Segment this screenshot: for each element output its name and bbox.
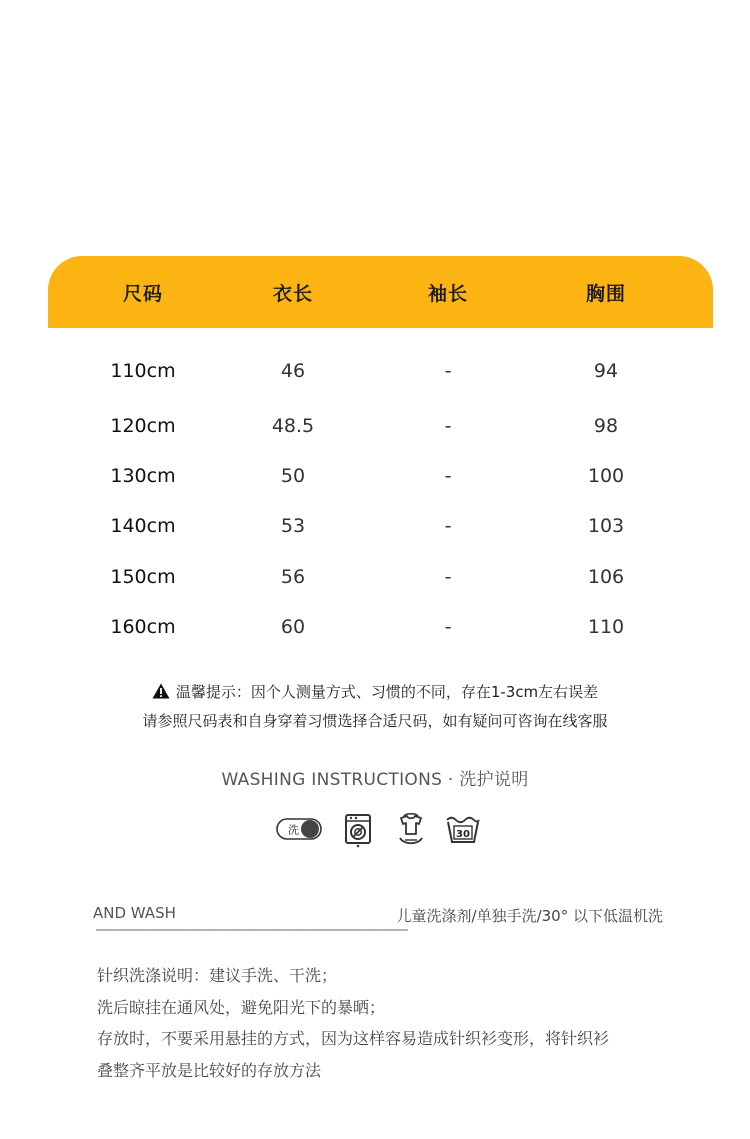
cell-size: 150cm xyxy=(110,566,176,588)
table-row xyxy=(48,465,713,495)
note-line: 针织洗涤说明：建议手洗、干洗； xyxy=(97,966,338,985)
cell-chest: 94 xyxy=(593,360,619,382)
cell-sleeve: - xyxy=(444,616,452,638)
cell-length: 50 xyxy=(280,465,306,487)
cell-size: 110cm xyxy=(110,360,176,382)
hand-wash-label: 洗 xyxy=(288,823,299,837)
cell-sleeve: - xyxy=(444,515,452,537)
care-icons xyxy=(276,812,486,848)
cell-size: 130cm xyxy=(110,465,176,487)
detergent-instructions: 儿童洗涤剂/单独手洗/30° 以下低温机洗 xyxy=(396,907,663,925)
cell-chest: 100 xyxy=(587,465,625,487)
table-row xyxy=(48,515,713,545)
header-chest: 胸围 xyxy=(585,282,626,305)
table-row xyxy=(48,415,713,445)
note-line: 叠整齐平放是比较好的存放方法 xyxy=(97,1060,322,1080)
warning-icon xyxy=(152,683,170,699)
cell-sleeve: - xyxy=(444,415,452,437)
tip-text-1: 温馨提示：因个人测量方式、习惯的不同，存在1-3cm左右误差 xyxy=(175,683,599,701)
table-row xyxy=(48,360,713,390)
size-table xyxy=(48,256,713,638)
no-tumble-dry-icon xyxy=(344,812,372,848)
header-length: 衣长 xyxy=(272,282,313,305)
wash-temp-label: 30 xyxy=(456,829,470,840)
cell-sleeve: - xyxy=(444,566,452,588)
cell-size: 160cm xyxy=(110,616,176,638)
hang-dry-icon xyxy=(397,812,425,848)
cell-length: 56 xyxy=(280,566,306,588)
header-sleeve: 袖长 xyxy=(427,282,468,305)
cell-size: 120cm xyxy=(110,415,176,437)
table-row xyxy=(48,616,713,646)
cell-sleeve: - xyxy=(444,360,452,382)
dashed-divider: ————————————————————————————————————— xyxy=(96,922,408,938)
note-line: 洗后晾挂在通风处，避免阳光下的暴晒； xyxy=(97,997,386,1017)
header-size: 尺码 xyxy=(122,282,163,305)
size-tip-line-2: 请参照尺码表和自身穿着习惯选择合适尺码，如有疑问可咨询在线客服 xyxy=(142,712,608,730)
cell-length: 46 xyxy=(280,360,306,382)
cell-length: 53 xyxy=(280,515,306,537)
cell-chest: 103 xyxy=(587,515,625,537)
wash-30-icon xyxy=(445,814,481,846)
washing-instructions-title: WASHING INSTRUCTIONS · 洗护说明 xyxy=(221,770,529,790)
table-row xyxy=(48,566,713,596)
hand-wash-icon xyxy=(276,817,322,841)
and-wash-label: AND WASH xyxy=(93,904,176,922)
note-line: 存放时，不要采用悬挂的方式，因为这样容易造成针织衫变形，将针织衫 xyxy=(97,1029,610,1048)
cell-length: 60 xyxy=(280,616,306,638)
cell-size: 140cm xyxy=(110,515,176,537)
cell-length: 48.5 xyxy=(271,415,315,437)
cell-sleeve: - xyxy=(444,465,452,487)
cell-chest: 106 xyxy=(587,566,625,588)
cell-chest: 110 xyxy=(587,616,625,638)
size-table-header xyxy=(48,256,713,328)
cell-chest: 98 xyxy=(593,415,619,437)
size-tip-line-1 xyxy=(0,681,750,702)
knit-care-notes xyxy=(97,960,677,1086)
